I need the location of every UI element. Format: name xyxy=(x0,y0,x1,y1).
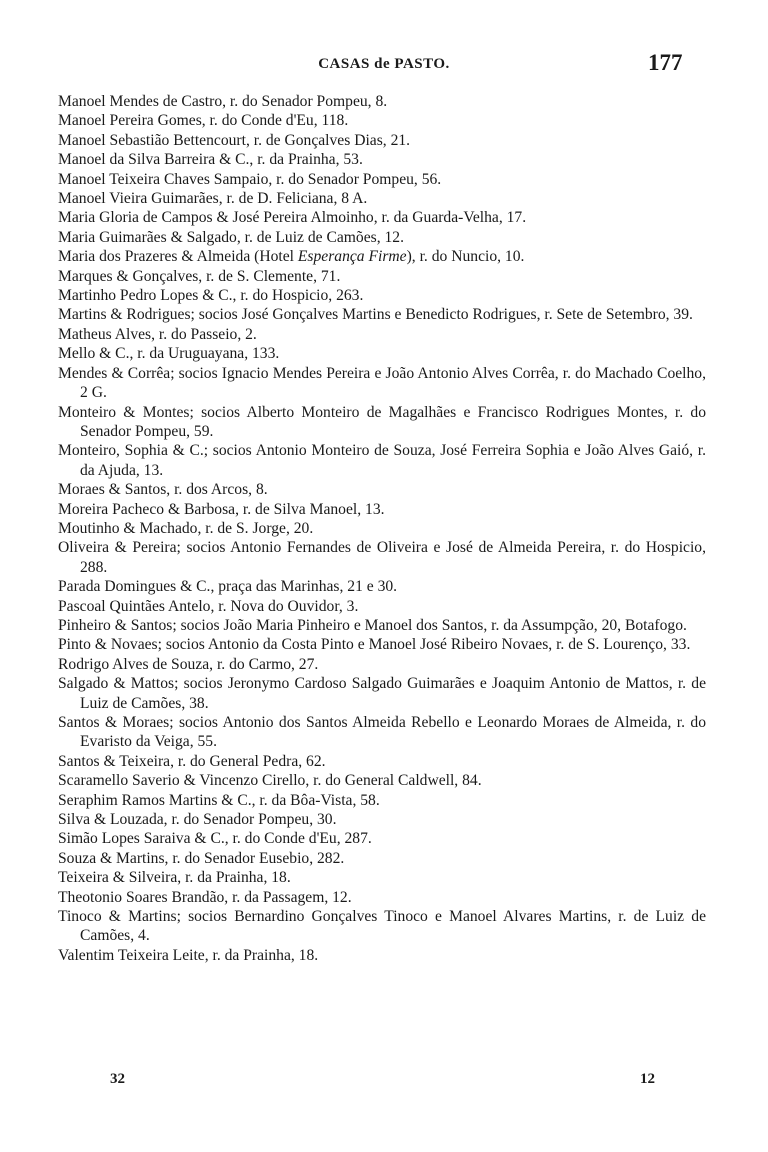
directory-entry: Manoel Sebastião Bettencourt, r. de Gonçalves Dias, 21. xyxy=(58,131,411,149)
directory-entry: Manoel da Silva Barreira & C., r. da Prainha, 53. xyxy=(58,151,363,169)
directory-entry: Pascoal Quintães Antelo, r. Nova do Ouvidor, 3. xyxy=(58,597,359,615)
directory-entry: Tinoco & Martins; socios Bernardino Gonçalves Tinoco e Manoel Alvares Martins, r. de Luiz de Camões, 4. xyxy=(58,908,706,945)
directory-entry: Moutinho & Machado, r. de S. Jorge, 20. xyxy=(58,519,314,537)
directory-entry: Maria Guimarães & Salgado, r. de Luiz de Camões, 12. xyxy=(58,228,405,246)
directory-entry: Manoel Mendes de Castro, r. do Senador Pompeu, 8. xyxy=(58,93,388,110)
signature-mark: 32 xyxy=(110,1071,125,1087)
directory-entry: Simão Lopes Saraiva & C., r. do Conde d'Eu, 287. xyxy=(58,830,372,848)
directory-entry: Seraphim Ramos Martins & C., r. da Bôa-Vista, 58. xyxy=(58,791,380,809)
directory-entry: Mello & C., r. da Uruguayana, 133. xyxy=(58,345,280,363)
directory-entry: Martinho Pedro Lopes & C., r. do Hospicio, 263. xyxy=(58,287,364,305)
directory-entry: Moreira Pacheco & Barbosa, r. de Silva Manoel, 13. xyxy=(58,500,385,518)
directory-list xyxy=(0,92,768,965)
directory-entry: Parada Domingues & C., praça das Marinhas, 21 e 30. xyxy=(58,578,398,596)
directory-entry: Rodrigo Alves de Souza, r. do Carmo, 27. xyxy=(58,655,319,673)
directory-entry: Manoel Pereira Gomes, r. do Conde d'Eu, 118. xyxy=(58,112,349,130)
directory-entry: Monteiro, Sophia & C.; socios Antonio Monteiro de Souza, José Ferreira Sophia e João Alves Gaió, r. da Ajuda, 13. xyxy=(58,442,706,479)
directory-entry: Santos & Moraes; socios Antonio dos Santos Almeida Rebello e Leonardo Moraes de Almeida, r. do Evaristo da Veiga, 55. xyxy=(58,714,706,751)
directory-entry: Pinto & Novaes; socios Antonio da Costa Pinto e Manoel José Ribeiro Novaes, r. de S. Lourenço, 33. xyxy=(58,636,691,654)
directory-entry: Scaramello Saverio & Vincenzo Cirello, r. do General Caldwell, 84. xyxy=(58,772,482,790)
directory-entry: Pinheiro & Santos; socios João Maria Pinheiro e Manoel dos Santos, r. da Assumpção, 20, Botafogo. xyxy=(58,616,687,634)
directory-entry: Silva & Louzada, r. do Senador Pompeu, 30. xyxy=(58,811,337,829)
directory-entry: Santos & Teixeira, r. do General Pedra, 62. xyxy=(58,752,326,770)
directory-entry: Manoel Vieira Guimarães, r. de D. Feliciana, 8 A. xyxy=(58,190,368,208)
directory-entry: Maria Gloria de Campos & José Pereira Almoinho, r. da Guarda-Velha, 17. xyxy=(58,209,527,227)
directory-entry: Moraes & Santos, r. dos Arcos, 8. xyxy=(58,481,268,499)
page-number: 177 xyxy=(648,50,683,75)
directory-entry: Manoel Teixeira Chaves Sampaio, r. do Senador Pompeu, 56. xyxy=(58,170,442,188)
directory-entry: Marques & Gonçalves, r. de S. Clemente, 71. xyxy=(58,267,341,285)
directory-entry: Valentim Teixeira Leite, r. da Prainha, 18. xyxy=(58,946,319,964)
directory-entry: Theotonio Soares Brandão, r. da Passagem, 12. xyxy=(58,888,352,906)
directory-entry: Matheus Alves, r. do Passeio, 2. xyxy=(58,325,257,343)
sheet-number: 12 xyxy=(640,1071,655,1087)
page-title: CASAS de PASTO. xyxy=(318,56,450,72)
directory-entry: Mendes & Corrêa; socios Ignacio Mendes Pereira e João Antonio Alves Corrêa, r. do Machado Coelho, 2 G. xyxy=(58,364,706,402)
directory-entry: Souza & Martins, r. do Senador Eusebio, 282. xyxy=(58,849,345,867)
directory-entry: Salgado & Mattos; socios Jeronymo Cardoso Salgado Guimarães e Joaquim Antonio de Mattos, r. de Luiz de Camões, 38. xyxy=(58,675,706,712)
directory-entry: Martins & Rodrigues; socios José Gonçalves Martins e Benedicto Rodrigues, r. Sete de Setembro, 39. xyxy=(58,306,693,324)
directory-entry: Oliveira & Pereira; socios Antonio Fernandes de Oliveira e José de Almeida Pereira, r. do Hospicio, 288. xyxy=(58,539,706,576)
directory-entry: Teixeira & Silveira, r. da Prainha, 18. xyxy=(58,869,291,887)
directory-entry: Maria dos Prazeres & Almeida (Hotel Esperança Firme), r. do Nuncio, 10. xyxy=(58,248,525,266)
directory-entry: Monteiro & Montes; socios Alberto Monteiro de Magalhães e Francisco Rodrigues Montes, r. do Senador Pompeu, 59. xyxy=(58,403,706,440)
